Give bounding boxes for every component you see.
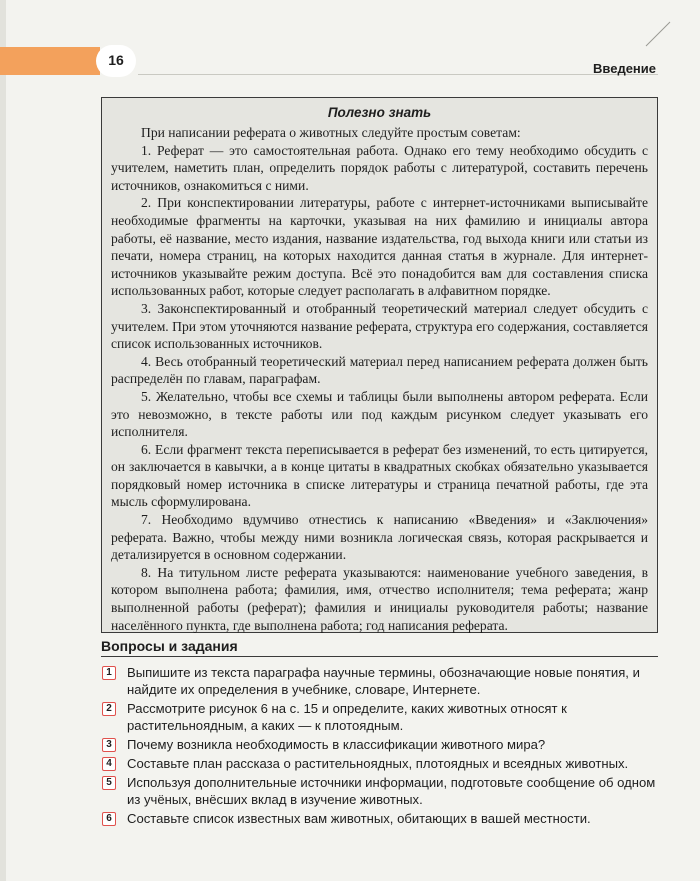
header-rule [138, 74, 658, 75]
info-paragraph-6: 6. Если фрагмент текста переписывается в реферат без изменений, то есть цитируется, он заключается в кавычки, а в конце цитаты в квадратных скобках обязательно указывается порядковый номер источника в списке литературы и страница печатной работы, где эта мысль сформулирована. [111, 441, 648, 510]
question-text: Составьте список известных вам животных, обитающих в вашей местности. [127, 811, 591, 826]
info-paragraph-2: 2. При конспектировании литературы, работе с интернет-источниками выписывайте необходимые фрагменты на карточки, указывая на них фамилию и инициалы автора работы, её название, место издания, название издательства, год выхода книги или статьи из печати, номера страниц, на которых находится данная статья в журнале. Для интернет-источников указывайте режим доступа. Всё это понадобится вам для составления списка использованных работ, которые следует располагать в алфавитном порядке. [111, 195, 648, 299]
info-paragraph-8: 8. На титульном листе реферата указываются: наименование учебного заведения, в котором выполнена работа; фамилия, имя, отчество исполнителя; тема реферата; жанр выполненной работы (реферат); фамилия и инициалы руководителя работы; название населённого пункта, где выполнена работа; год написания реферата. [111, 564, 648, 633]
question-item [101, 700, 666, 734]
page-corner-fold-icon [644, 20, 672, 48]
info-paragraph-1: 1. Реферат — это самостоятельная работа. Однако его тему необходимо обсудить с учителем, наметить план, определить порядок работы с литературой, составить перечень источников, ознакомиться с ними. [111, 142, 648, 193]
info-paragraph-intro: При написании реферата о животных следуйте простым советам: [141, 125, 521, 140]
page-edge [0, 0, 6, 881]
question-number: 6 [102, 812, 116, 826]
question-item [101, 810, 666, 827]
info-paragraph-7: 7. Необходимо вдумчиво отнестись к написанию «Введения» и «Заключения» реферата. Важно, чтобы между ними возникла логическая связь, которая раскрывается и детализируется в основном содержании. [111, 512, 648, 563]
question-text: Используя дополнительные источники информации, подготовьте сообщение об одном из учёных, внёсших вклад в изучение животных. [127, 775, 656, 807]
question-number: 3 [102, 738, 116, 752]
question-number: 2 [102, 702, 116, 716]
questions-list [101, 664, 666, 829]
section-title: Введение [593, 61, 656, 76]
question-item [101, 664, 666, 698]
question-text: Выпишите из текста параграфа научные термины, обозначающие новые понятия, и найдите их определения в учебнике, словаре, Интернете. [127, 665, 640, 697]
question-text: Составьте план рассказа о растительноядных, плотоядных и всеядных животных. [127, 756, 629, 771]
question-item [101, 755, 666, 772]
info-paragraph-4: 4. Весь отобранный теоретический материал перед написанием реферата должен быть распределён по главам, параграфам. [111, 353, 648, 387]
question-item [101, 736, 666, 753]
question-text: Рассмотрите рисунок 6 на с. 15 и определите, каких животных относят к растительноядным, а каких — к плотоядным. [127, 701, 567, 733]
question-text: Почему возникла необходимость в классификации животного мира? [127, 737, 546, 752]
info-paragraph-5: 5. Желательно, чтобы все схемы и таблицы были выполнены автором реферата. Если это невозможно, в тексте работы или под каждым рисунком следует указывать его исполнителя. [111, 388, 648, 440]
questions-rule [101, 656, 658, 657]
info-box-title: Полезно знать [327, 105, 432, 120]
questions-heading: Вопросы и задания [101, 638, 238, 654]
question-item [101, 774, 666, 808]
question-number: 1 [102, 666, 116, 680]
question-number: 4 [102, 757, 116, 771]
useful-info-box [101, 97, 658, 633]
header-color-bar [0, 47, 100, 75]
info-paragraph-3: 3. Законспектированный и отобранный теоретический материал следует обсудить с учителем. При этом уточняются название реферата, структура его содержания, составляется список использованных источников. [111, 300, 648, 352]
page-number: 16 [108, 52, 124, 68]
question-number: 5 [102, 776, 116, 790]
